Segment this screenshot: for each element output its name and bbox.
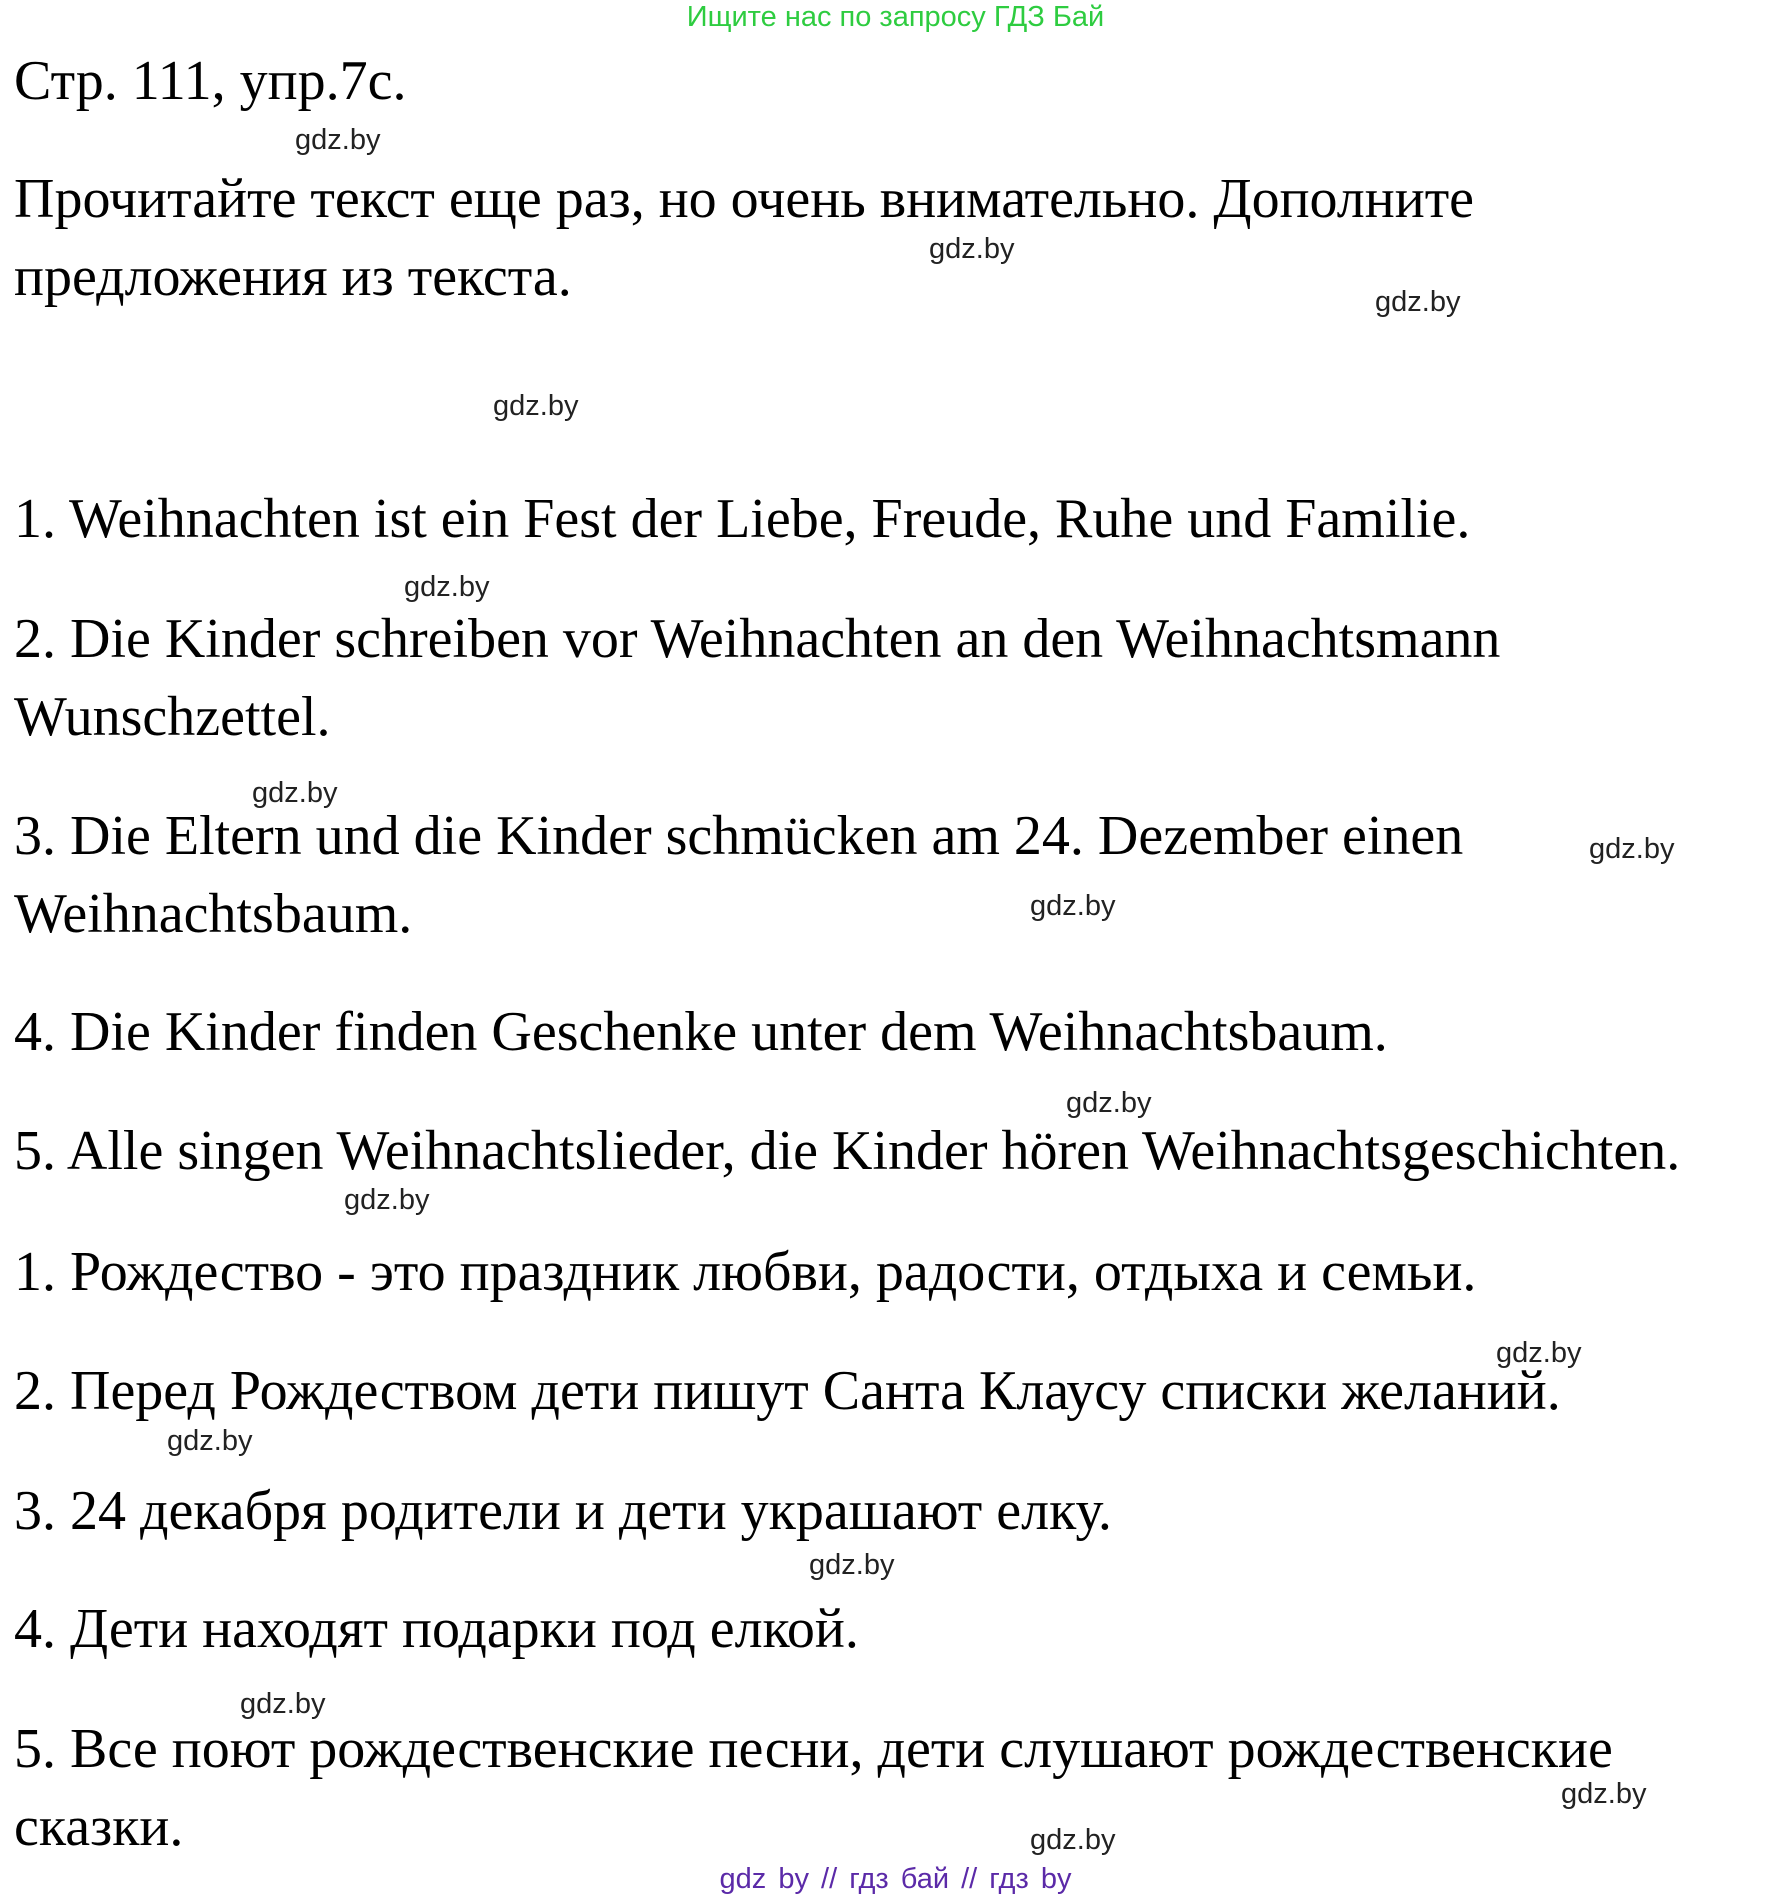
russian-line-5: 5. Все поют рождественские песни, дети слушают рождественские: [14, 1718, 1613, 1780]
watermark: gdz.by: [1030, 890, 1116, 922]
german-line-5: Weihnachtsbaum.: [14, 883, 413, 945]
watermark: gdz.by: [240, 1688, 326, 1720]
russian-line-4: 4. Дети находят подарки под елкой.: [14, 1598, 859, 1660]
watermark: gdz.by: [929, 233, 1015, 265]
footer-links: gdz by // гдз бай // гдз by: [719, 1863, 1072, 1895]
russian-line-3: 3. 24 декабря родители и дети украшают елку.: [14, 1480, 1112, 1542]
watermark: gdz.by: [295, 124, 381, 156]
watermark: gdz.by: [344, 1184, 430, 1216]
german-line-2: 2. Die Kinder schreiben vor Weihnachten an den Weihnachtsmann: [14, 608, 1501, 670]
russian-line-1: 1. Рождество - это праздник любви, радости, отдыха и семьи.: [14, 1241, 1477, 1303]
watermark: gdz.by: [1561, 1778, 1647, 1810]
search-banner: Ищите нас по запросу ГДЗ Бай: [686, 1, 1105, 33]
german-line-7: 5. Alle singen Weihnachtslieder, die Kinder hören Weihnachtsgeschichten.: [14, 1120, 1681, 1182]
german-line-6: 4. Die Kinder finden Geschenke unter dem Weihnachtsbaum.: [14, 1001, 1388, 1063]
watermark: gdz.by: [404, 571, 490, 603]
watermark: gdz.by: [493, 390, 579, 422]
watermark: gdz.by: [1030, 1824, 1116, 1856]
german-line-4: 3. Die Eltern und die Kinder schmücken am 24. Dezember einen: [14, 805, 1464, 867]
russian-line-2: 2. Перед Рождеством дети пишут Санта Клаусу списки желаний.: [14, 1360, 1561, 1422]
russian-line-6: сказки.: [14, 1796, 184, 1858]
watermark: gdz.by: [809, 1549, 895, 1581]
instruction-line-1: Прочитайте текст еще раз, но очень внимательно. Дополните: [14, 168, 1475, 230]
instruction-line-2: предложения из текста.: [14, 246, 572, 308]
watermark: gdz.by: [252, 777, 338, 809]
watermark: gdz.by: [1066, 1087, 1152, 1119]
german-line-1: 1. Weihnachten ist ein Fest der Liebe, Freude, Ruhe und Familie.: [14, 488, 1471, 550]
watermark: gdz.by: [167, 1425, 253, 1457]
german-line-3: Wunschzettel.: [14, 686, 331, 748]
watermark: gdz.by: [1496, 1337, 1582, 1369]
watermark: gdz.by: [1375, 286, 1461, 318]
watermark: gdz.by: [1589, 833, 1675, 865]
exercise-header: Стр. 111, упр.7с.: [14, 50, 407, 112]
